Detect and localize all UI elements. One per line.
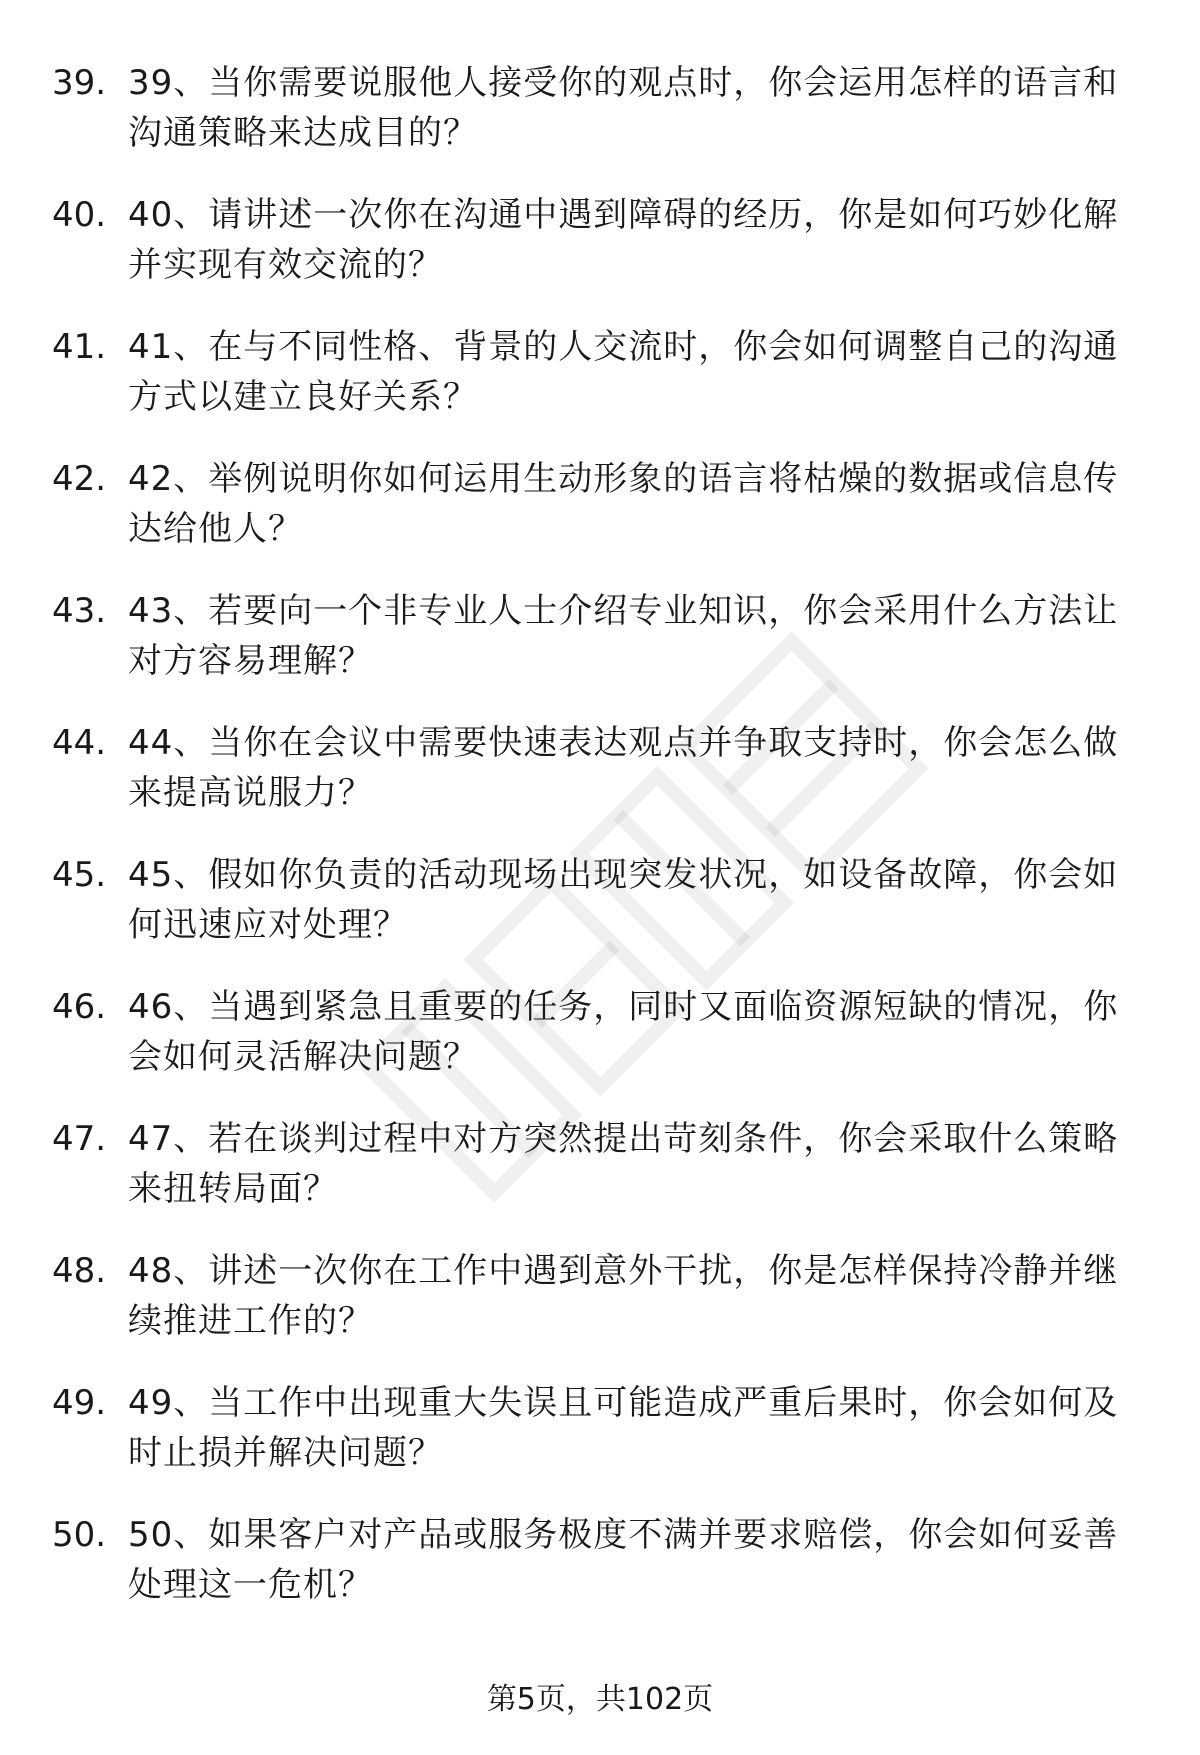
list-item: [0, 718, 1200, 850]
list-item: [0, 322, 1200, 454]
question-text: 50、如果客户对产品或服务极度不满并要求赔偿，你会如何妥善处理这一危机？: [128, 1515, 1119, 1605]
list-item: [0, 454, 1200, 586]
item-number: 45.: [52, 855, 107, 895]
question-text: 41、在与不同性格、背景的人交流时，你会如何调整自己的沟通方式以建立良好关系？: [128, 327, 1119, 417]
question-text: 42、举例说明你如何运用生动形象的语言将枯燥的数据或信息传达给他人？: [128, 459, 1119, 549]
item-number: 43.: [52, 591, 107, 631]
question-text: 46、当遇到紧急且重要的任务，同时又面临资源短缺的情况，你会如何灵活解决问题？: [128, 987, 1119, 1077]
question-list: [0, 58, 1200, 1642]
question-text: 49、当工作中出现重大失误且可能造成严重后果时，你会如何及时止损并解决问题？: [128, 1383, 1119, 1473]
list-item: [0, 190, 1200, 322]
item-number: 48.: [52, 1251, 107, 1291]
page-number-footer: 第5页，共102页: [486, 1682, 714, 1717]
list-item: [0, 1114, 1200, 1246]
item-number: 40.: [52, 195, 107, 235]
list-item: [0, 850, 1200, 982]
question-text: 48、讲述一次你在工作中遇到意外干扰，你是怎样保持冷静并继续推进工作的？: [128, 1251, 1119, 1341]
item-number: 39.: [52, 63, 107, 103]
list-item: [0, 1378, 1200, 1510]
question-text: 44、当你在会议中需要快速表达观点并争取支持时，你会怎么做来提高说服力？: [128, 723, 1119, 813]
list-item: [0, 586, 1200, 718]
question-text: 47、若在谈判过程中对方突然提出苛刻条件，你会采取什么策略来扭转局面？: [128, 1119, 1119, 1209]
item-number: 47.: [52, 1119, 107, 1159]
list-item: [0, 1510, 1200, 1642]
question-text: 45、假如你负责的活动现场出现突发状况，如设备故障，你会如何迅速应对处理？: [128, 855, 1119, 945]
question-text: 39、当你需要说服他人接受你的观点时，你会运用怎样的语言和沟通策略来达成目的？: [128, 63, 1119, 153]
item-number: 42.: [52, 459, 107, 499]
item-number: 49.: [52, 1383, 107, 1423]
item-number: 44.: [52, 723, 107, 763]
item-number: 41.: [52, 327, 107, 367]
list-item: [0, 58, 1200, 190]
item-number: 50.: [52, 1515, 107, 1555]
list-item: [0, 1246, 1200, 1378]
list-item: [0, 982, 1200, 1114]
item-number: 46.: [52, 987, 107, 1027]
question-text: 43、若要向一个非专业人士介绍专业知识，你会采用什么方法让对方容易理解？: [128, 591, 1119, 681]
question-text: 40、请讲述一次你在沟通中遇到障碍的经历，你是如何巧妙化解并实现有效交流的？: [128, 195, 1119, 285]
